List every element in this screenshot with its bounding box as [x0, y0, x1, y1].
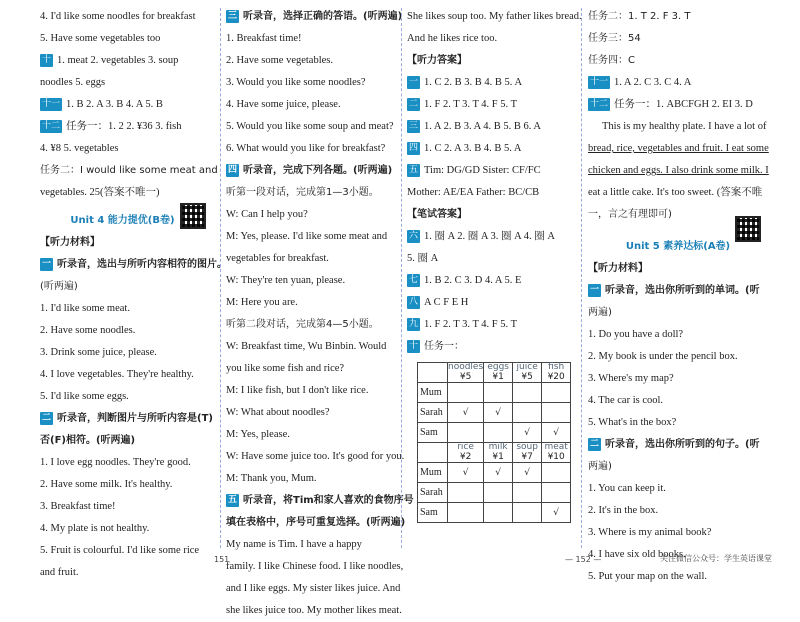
fish-icon: fish — [548, 362, 565, 372]
section-tag: 一 — [409, 77, 419, 88]
table-cell — [484, 503, 513, 523]
instruction: 听第二段对话，完成第4—5小题。 — [226, 319, 379, 330]
table-cell: √ — [484, 403, 513, 423]
section-eleven — [40, 94, 205, 116]
section-header: 【笔试答案】 — [407, 209, 467, 220]
section-text: 听录音，将Tim和家人喜欢的食物序号 — [243, 495, 414, 506]
table-cell — [542, 403, 571, 423]
answer-line: 1. A 2. C 3. C 4. A — [614, 77, 692, 88]
list-item: 3. Where is my animal book? — [588, 527, 712, 538]
section-note: 两遍) — [588, 307, 612, 318]
column-2 — [226, 6, 414, 622]
section-tag: 五 — [409, 165, 419, 176]
answer-line: 任务二：1. T 2. F 3. T — [588, 11, 691, 22]
table-cell: Sarah — [418, 403, 448, 423]
table-cell — [418, 443, 448, 463]
section-tag: 六 — [409, 231, 419, 242]
table-cell: Mum — [418, 383, 448, 403]
list-item: 3. Drink some juice, please. — [40, 347, 157, 358]
list-item: 1. Do you have a doll? — [588, 329, 684, 340]
noodles-icon: noodles — [448, 362, 484, 372]
text-line: 4. I'd like some noodles for breakfast — [40, 11, 196, 22]
section-tag: 九 — [409, 319, 419, 330]
answer-line: 1. F 2. T 3. T 4. F 5. T — [424, 99, 517, 110]
price: ¥1 — [492, 452, 504, 462]
eggs-icon: eggs — [487, 362, 509, 372]
table-cell — [513, 383, 542, 403]
list-item: 1. Breakfast time! — [226, 33, 302, 44]
paragraph-line: she likes juice too. My mother likes meat. — [226, 605, 402, 616]
paragraph-line: My name is Tim. I have a happy — [226, 539, 362, 550]
table-cell — [513, 503, 542, 523]
page-number-left: 151 — [214, 555, 230, 564]
table-cell: √ — [448, 463, 484, 483]
section-tag: 十二 — [42, 121, 61, 132]
list-item: 4. Have some juice, please. — [226, 99, 341, 110]
section-two-title — [588, 434, 768, 456]
table-cell — [542, 463, 571, 483]
dialog-line: W: Can I help you? — [226, 209, 308, 220]
answer-line: A C F E H — [424, 297, 469, 308]
table-cell — [484, 423, 513, 443]
section-text: 听录音，选出你所听到的句子。(听 — [605, 439, 760, 450]
section-note: 两遍) — [588, 461, 612, 472]
answer-line: noodles 5. eggs — [40, 77, 106, 88]
page-number-right: — 152 — — [565, 555, 602, 564]
section-three-title — [226, 6, 403, 28]
list-item: 3. Breakfast time! — [40, 501, 116, 512]
instruction: 听第一段对话，完成第1—3小题。 — [226, 187, 379, 198]
table-cell — [484, 443, 513, 463]
list-item: 4. The car is cool. — [588, 395, 664, 406]
list-item: 6. What would you like for breakfast? — [226, 143, 386, 154]
section-tag: 八 — [409, 297, 419, 308]
answer-row — [407, 94, 577, 116]
table-cell — [484, 383, 513, 403]
section-tag: 十二 — [590, 99, 609, 110]
section-tag: 二 — [590, 438, 600, 449]
list-item: 3. Would you like some noodles? — [226, 77, 366, 88]
milk-icon: milk — [488, 442, 508, 452]
table-cell — [542, 483, 571, 503]
list-item: 1. I love egg noodles. They're good. — [40, 457, 191, 468]
section-tag: 七 — [409, 275, 419, 286]
answer-line: vegetables. 25(答案不唯一) — [40, 187, 160, 198]
answer-line: 1. F 2. T 3. T 4. F 5. T — [424, 319, 517, 330]
table-cell — [418, 363, 448, 383]
table-cell: Sam — [418, 503, 448, 523]
table-cell: √ — [513, 423, 542, 443]
table-cell — [513, 443, 542, 463]
dialog-line: you like some fish and rice? — [226, 363, 345, 374]
answer-line: 任务四：C — [588, 55, 635, 66]
list-item: 2. My book is under the pencil box. — [588, 351, 738, 362]
section-text: 听录音，判断图片与所听内容是(T) — [57, 413, 213, 424]
table-row — [418, 463, 571, 483]
table-cell — [448, 423, 484, 443]
table-row — [418, 363, 571, 383]
list-item: and fruit. — [40, 567, 79, 578]
text-line: 5. Have some vegetables too — [40, 33, 161, 44]
section-four-title — [226, 160, 398, 182]
list-item: 1. I'd like some meat. — [40, 303, 130, 314]
juice-icon: juice — [516, 362, 538, 372]
dialog-line: vegetables for breakfast. — [226, 253, 329, 264]
list-item: 4. My plate is not healthy. — [40, 523, 150, 534]
table-cell — [448, 483, 484, 503]
dialog-line: M: Here you are. — [226, 297, 298, 308]
section-text: 听录音，选出你所听到的单词。(听 — [605, 285, 760, 296]
list-item: 2. Have some noodles. — [40, 325, 136, 336]
list-item: 5. What's in the box? — [588, 417, 677, 428]
paragraph-line: bread, rice, vegetables and fruit. I eat some — [588, 143, 769, 154]
meat-icon: meat — [544, 442, 568, 452]
section-two-title — [40, 408, 213, 430]
list-item: 1. You can keep it. — [588, 483, 666, 494]
rice-icon: rice — [457, 442, 474, 452]
price: ¥20 — [547, 372, 565, 382]
table-cell: √ — [542, 423, 571, 443]
dialog-line: W: Have some juice too. It's good for you. — [226, 451, 405, 462]
section-tag: 二 — [409, 99, 419, 110]
section-text: 否(F)相符。(听两遍) — [40, 435, 136, 446]
price: ¥7 — [521, 452, 533, 462]
section-tag: 一 — [590, 284, 600, 295]
table-cell — [513, 363, 542, 383]
section-text: 听录音，完成下列各题。(听两遍) — [243, 165, 393, 176]
list-item: 2. It's in the box. — [588, 505, 659, 516]
unit-title: Unit 4 能力提优(B卷) — [70, 215, 175, 226]
answer-row — [588, 72, 768, 94]
answer-row — [407, 116, 577, 138]
soup-icon: soup — [516, 442, 538, 452]
table-cell — [513, 403, 542, 423]
list-item: 5. I'd like some eggs. — [40, 391, 129, 402]
section-header: 【听力材料】 — [588, 263, 648, 274]
table-cell — [484, 363, 513, 383]
answer-line: 任务一：1. 2 2. ¥36 3. fish — [66, 121, 182, 132]
section-tag: 三 — [409, 121, 419, 132]
answer-row — [407, 72, 577, 94]
table-cell — [448, 443, 484, 463]
dialog-line: W: What about noodles? — [226, 407, 330, 418]
answer-row — [407, 314, 577, 336]
paragraph-line: eat a little cake. It's too sweet. (答案不唯 — [588, 187, 763, 198]
section-tag: 四 — [228, 164, 238, 175]
table-row — [418, 443, 571, 463]
table-cell: √ — [484, 463, 513, 483]
answer-row — [407, 160, 577, 182]
list-item: 3. Where's my map? — [588, 373, 674, 384]
paragraph-line: This is my healthy plate. I have a lot of — [602, 121, 767, 132]
section-tag: 三 — [228, 10, 238, 21]
section-text: 听录音，选出与所听内容相符的图片。 — [57, 259, 228, 270]
section-tag: 五 — [228, 494, 238, 505]
section-tag: 一 — [42, 258, 52, 269]
table-cell: Mum — [418, 463, 448, 483]
dialog-line: M: Yes, please. — [226, 429, 290, 440]
section-header: 【听力材料】 — [40, 237, 100, 248]
paragraph-line: And he likes rice too. — [407, 33, 498, 44]
column-4 — [588, 6, 768, 588]
dialog-line: M: I like fish, but I don't like rice. — [226, 385, 369, 396]
answer-line: 任务一：1. ABCFGH 2. EI 3. D — [614, 99, 753, 110]
answer-line: 1. B 2. C 3. D 4. A 5. E — [424, 275, 522, 286]
list-item: 5. Would you like some soup and meat? — [226, 121, 394, 132]
table-cell — [448, 503, 484, 523]
paragraph-line: 一，言之有理即可) — [588, 209, 672, 220]
price: ¥5 — [521, 372, 533, 382]
answer-line: Tim: DG/GD Sister: CF/FC — [424, 165, 541, 176]
section-tag: 十 — [409, 341, 419, 352]
column-divider — [581, 8, 582, 548]
table-row — [418, 423, 571, 443]
answer-row — [407, 292, 577, 314]
section-five-title — [226, 490, 414, 512]
food-table — [417, 362, 571, 523]
list-item: 4. I have six old books. — [588, 549, 686, 560]
paragraph-line: family. I like Chinese food. I like noodles, — [226, 561, 404, 572]
section-header: 【听力答案】 — [407, 55, 467, 66]
table-cell — [484, 483, 513, 503]
table-cell: √ — [448, 403, 484, 423]
price: ¥1 — [492, 372, 504, 382]
answer-line: 5. 圈 A — [407, 253, 439, 264]
answer-row — [407, 336, 577, 358]
table-row — [418, 503, 571, 523]
column-divider — [220, 8, 221, 548]
section-one-title — [40, 254, 228, 276]
answer-row — [407, 138, 577, 160]
table-row — [418, 403, 571, 423]
section-tag: 十一 — [42, 99, 61, 110]
table-cell — [542, 363, 571, 383]
answer-line: 1. meat 2. vegetables 3. soup — [57, 55, 179, 66]
table-cell: Sarah — [418, 483, 448, 503]
section-note: (听两遍) — [40, 281, 78, 292]
column-divider — [401, 8, 402, 548]
section-tag: 十一 — [590, 77, 609, 88]
price: ¥2 — [459, 452, 472, 462]
table-cell: √ — [542, 503, 571, 523]
table-cell: √ — [513, 463, 542, 483]
list-item: 5. Put your map on the wall. — [588, 571, 707, 582]
answer-line: 1. A 2. B 3. A 4. B 5. B 6. A — [424, 121, 542, 132]
section-text: 填在表格中，序号可重复选择。(听两遍) — [226, 517, 406, 528]
section-tag: 二 — [42, 412, 52, 423]
dialog-line: W: They're ten yuan, please. — [226, 275, 346, 286]
answer-row — [407, 226, 577, 248]
footer-note: 关注微信公众号：学生英语课堂 — [660, 554, 772, 563]
paragraph-line: chicken and eggs. I also drink some milk. I — [588, 165, 769, 176]
list-item: 2. Have some vegetables. — [226, 55, 334, 66]
section-text: 听录音，选择正确的答语。(听两遍) — [243, 11, 403, 22]
table-cell: Sam — [418, 423, 448, 443]
list-item: 2. Have some milk. It's healthy. — [40, 479, 173, 490]
answer-line: Mother: AE/EA Father: BC/CB — [407, 187, 540, 198]
answer-row — [588, 94, 768, 116]
answer-line: 1. C 2. B 3. B 4. B 5. A — [424, 77, 523, 88]
answer-row — [407, 270, 577, 292]
dialog-line: M: Yes, please. I'd like some meat and — [226, 231, 388, 242]
section-one-title — [588, 280, 768, 302]
price: ¥10 — [547, 452, 565, 462]
section-tag: 十 — [42, 55, 52, 66]
dialog-line: W: Breakfast time, Wu Binbin. Would — [226, 341, 387, 352]
table-cell — [448, 363, 484, 383]
qr-code — [735, 216, 761, 242]
answer-line: 4. ¥8 5. vegetables — [40, 143, 119, 154]
section-ten — [40, 50, 205, 72]
answer-line: 1. C 2. A 3. B 4. B 5. A — [424, 143, 522, 154]
answer-line: 任务一： — [424, 341, 465, 352]
paragraph-line: and I like eggs. My sister likes juice. And — [226, 583, 401, 594]
unit-title: Unit 5 素养达标(A卷) — [625, 241, 731, 252]
list-item: 4. I love vegetables. They're healthy. — [40, 369, 194, 380]
table-cell — [542, 383, 571, 403]
table-row — [418, 483, 571, 503]
answer-line: 1. B 2. A 3. B 4. A 5. B — [66, 99, 163, 110]
answer-line: 任务三：54 — [588, 33, 641, 44]
table-cell — [513, 483, 542, 503]
table-cell — [542, 443, 571, 463]
answer-line: 1. 圈 A 2. 圈 A 3. 圈 A 4. 圈 A — [424, 231, 555, 242]
answer-line: 任务二：I would like some meat and — [40, 165, 218, 176]
paragraph-line: She likes soup too. My father likes bread. — [407, 11, 582, 22]
column-3 — [407, 6, 582, 523]
dialog-line: M: Thank you, Mum. — [226, 473, 317, 484]
qr-code — [180, 203, 206, 229]
price: ¥5 — [459, 372, 472, 382]
table-cell — [448, 383, 484, 403]
table-row — [418, 383, 571, 403]
section-twelve — [40, 116, 205, 138]
section-tag: 四 — [409, 143, 419, 154]
list-item: 5. Fruit is colourful. I'd like some rice — [40, 545, 200, 556]
